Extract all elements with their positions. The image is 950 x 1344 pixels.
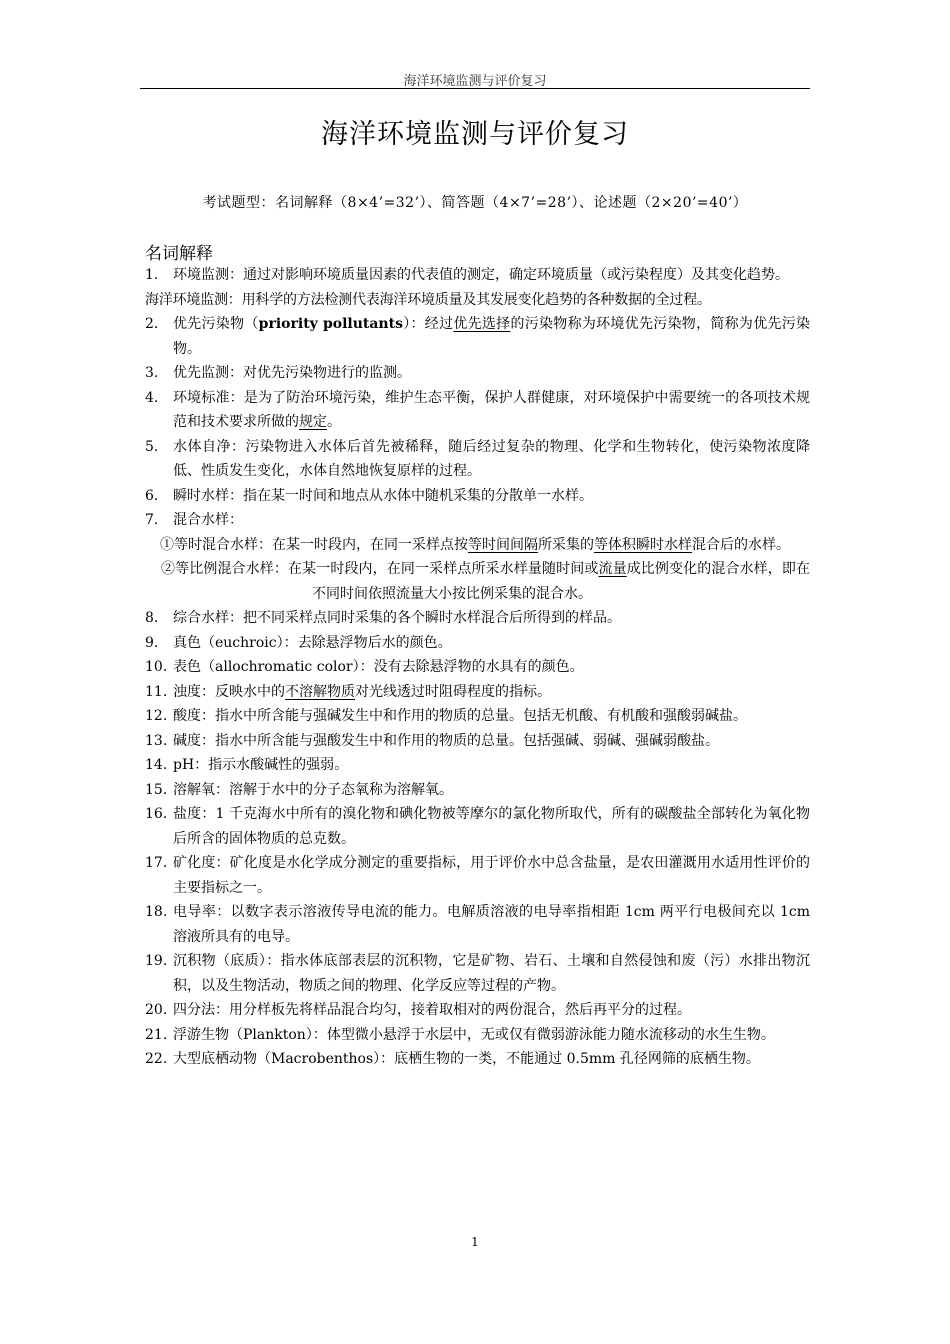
list-item: [145, 704, 810, 729]
item-text: 真色（euchroic）：去除悬浮物后水的颜色。: [173, 634, 452, 651]
item-text: 环境标准：是为了防治环境污染，维护生态平衡，保护人群健康，对环境保护中需要统一的各项技术规范和技术要求所做的: [173, 389, 810, 430]
english-term: priority pollutants: [258, 316, 403, 332]
item-text: 酸度：指水中所含能与强碱发生中和作用的物质的总量。包括无机酸、有机酸和强酸弱碱盐。: [173, 708, 747, 724]
paragraph: 海洋环境监测：用科学的方法检测代表海洋环境质量及其发展变化趋势的各种数据的全过程。: [145, 291, 711, 308]
item-text: 盐度：1 千克海水中所有的溴化物和碘化物被等摩尔的氯化物所取代，所有的碳酸盐全部转化为氧化物后所含的固体物质的总克数。: [173, 806, 810, 847]
item-text: 瞬时水样：指在某一时间和地点从水体中随机采集的分散单一水样。: [173, 487, 593, 504]
list-item: [145, 729, 810, 754]
underlined-term: 规定: [299, 414, 327, 430]
item-text: 。: [327, 414, 341, 430]
item-number: 22.: [145, 1051, 168, 1067]
sub-item-text: ②等比例混合水样：在某一时段内，在同一采样点所采水样量随时间或: [161, 561, 599, 577]
item-text: 的污染物称为环境优先污染物，简称为优先污染物。: [173, 316, 811, 357]
list-item: [145, 386, 810, 435]
header-rule: [140, 88, 810, 89]
item-number: 9.: [145, 634, 159, 651]
item-number: 13.: [145, 732, 168, 749]
item-text: 表色（allochromatic color）：没有去除悬浮物的水具有的颜色。: [173, 659, 584, 675]
item-text: 大型底栖动物（Macrobenthos）：底栖生物的一类，不能通过 0.5mm 孔径网筛的底栖生物。: [173, 1051, 760, 1067]
item-number: 11.: [145, 683, 168, 700]
item-number: 14.: [145, 757, 168, 773]
list-item: [145, 949, 810, 998]
item-number: 6.: [145, 487, 159, 504]
item-text: pH：指示水酸碱性的强弱。: [173, 757, 349, 773]
item-number: 19.: [145, 953, 168, 969]
item-text: 电导率：以数字表示溶液传导电流的能力。电解质溶液的电导率指相距 1cm 两平行电极间充以 1cm 溶液所具有的电导。: [173, 904, 810, 945]
item-text: 优先污染物（: [173, 316, 259, 332]
item-text: 矿化度：矿化度是水化学成分测定的重要指标，用于评价水中总含盐量，是农田灌溉用水适用性评价的主要指标之一。: [173, 855, 810, 896]
underlined-term: 等时间间隔: [468, 536, 538, 553]
underlined-term: 优先选择: [453, 316, 511, 332]
underlined-term: 不溶解物质: [285, 683, 355, 700]
item-number: 16.: [145, 806, 168, 822]
underlined-term: 流量: [598, 561, 627, 577]
item-text: 综合水样：把不同采样点同时采集的各个瞬时水样混合后所得到的样品。: [173, 610, 621, 626]
sub-item-text: ①等时混合水样：在某一时段内，在同一采样点按: [160, 536, 468, 553]
list-item: [145, 655, 810, 680]
item-number: 4.: [145, 389, 159, 406]
list-item: [145, 361, 810, 386]
page-number: 1: [471, 1235, 479, 1249]
item-text: 浮游生物（Plankton）：体型微小悬浮于水层中，无或仅有微弱游泳能力随水流移动的水生生物。: [173, 1026, 775, 1043]
item-number: 12.: [145, 708, 168, 724]
list-item: [145, 606, 810, 631]
list-item: [145, 802, 810, 851]
document-title: 海洋环境监测与评价复习: [321, 119, 629, 150]
item-number: 3.: [145, 365, 159, 381]
item-text: 浊度：反映水中的: [173, 683, 285, 700]
item-number: 21.: [145, 1026, 168, 1043]
list-item: [145, 263, 810, 288]
list-item: [145, 753, 810, 778]
list-item: [145, 508, 810, 533]
sub-item: [145, 533, 810, 558]
exam-format: 考试题型：名词解释（8×4’=32’）、简答题（4×7’=28’）、论述题（2×20’=40’）: [202, 195, 748, 211]
sub-item-text: 所采集的: [538, 536, 594, 553]
item-number: 10.: [145, 659, 168, 675]
running-header: 海洋环境监测与评价复习: [403, 74, 547, 89]
list-item: [145, 1023, 810, 1048]
item-number: 2.: [145, 316, 159, 332]
item-text: ）：经过: [402, 316, 454, 332]
definition-list: [145, 263, 810, 1072]
item-text: 混合水样：: [173, 512, 243, 528]
item-number: 5.: [145, 438, 159, 455]
item-text: 水体自净：污染物进入水体后首先被稀释，随后经过复杂的物理、化学和生物转化，使污染物浓度降低、性质发生变化，水体自然地恢复原样的过程。: [173, 438, 810, 479]
item-text: 对光线透过时阻碍程度的指标。: [355, 683, 551, 700]
item-number: 8.: [145, 610, 159, 626]
list-item: [145, 631, 810, 656]
list-item: [145, 312, 810, 361]
sub-item-text: 混合后的水样。: [692, 536, 790, 553]
item-text: 溶解氧：溶解于水中的分子态氧称为溶解氧。: [173, 781, 453, 798]
list-item: [145, 851, 810, 900]
list-item: [145, 900, 810, 949]
list-item: [145, 1047, 810, 1072]
item-number: 20.: [145, 1002, 168, 1018]
item-number: 18.: [145, 904, 168, 920]
item-text: 碱度：指水中所含能与强酸发生中和作用的物质的总量。包括强碱、弱碱、强碱弱酸盐。: [173, 732, 719, 749]
item-text: 环境监测：通过对影响环境质量因素的代表值的测定，确定环境质量（或污染程度）及其变化趋势。: [173, 267, 789, 283]
list-item: [145, 998, 810, 1023]
sub-item: [145, 557, 810, 606]
section-title: 名词解释: [145, 244, 213, 264]
item-number: 15.: [145, 781, 168, 798]
item-text: 沉积物（底质）：指水体底部表层的沉积物，它是矿物、岩石、土壤和自然侵蚀和废（污）水排出物沉积，以及生物活动，物质之间的物理、化学反应等过程的产物。: [173, 953, 810, 994]
list-item: [145, 435, 810, 484]
item-number: 1.: [145, 267, 159, 283]
item-number: 7.: [145, 512, 159, 528]
list-item: [145, 484, 810, 509]
item-text: 优先监测：对优先污染物进行的监测。: [173, 365, 411, 381]
item-number: 17.: [145, 855, 168, 871]
item-text: 四分法：用分样板先将样品混合均匀，接着取相对的两份混合，然后再平分的过程。: [173, 1002, 691, 1018]
sub-item-text: 成比例变化的混合水样，即在不同时间依照流量大小按比例采集的混合水。: [312, 561, 811, 602]
list-item: [145, 778, 810, 803]
list-item: [145, 680, 810, 705]
underlined-term: 等体积瞬时水样: [594, 536, 692, 553]
